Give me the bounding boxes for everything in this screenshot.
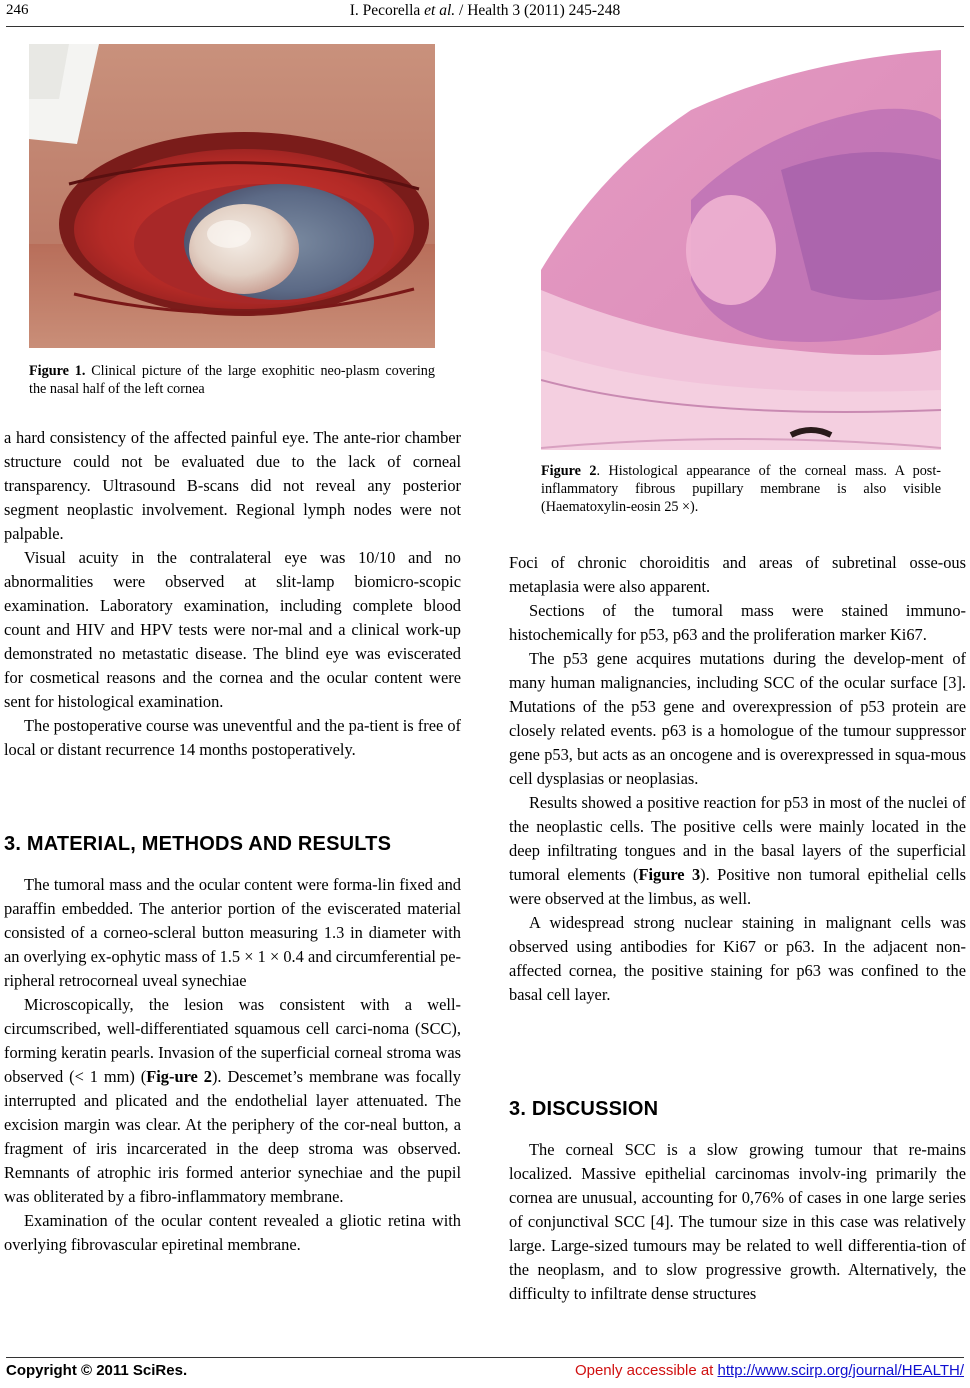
histology-illustration <box>541 50 941 450</box>
figure-1-photo <box>29 44 435 348</box>
body-paragraph <box>4 993 461 1209</box>
figure-2-caption-text: . Histological appearance of the corneal mass. A post-inflammatory fibrous pupillary membrane is also visible (Haematoxylin-eosin 25 ×). <box>541 463 941 515</box>
section-heading: 3. DISCUSSION <box>509 1098 659 1120</box>
body-paragraph: The corneal SCC is a slow growing tumour that re-mains localized. Massive epithelial carcinomas involv-ing primarily the cornea are unusual, accounting for 0,76% of cases in one large series of conjunctival SCC [4]. The tumour size in this case was relatively large. Large-sized tumours may be related to well differentia-tion of the neoplasm, and to slow progressive growth. Alternatively, the difficulty to infiltrate dense structures <box>509 1140 966 1303</box>
body-paragraph: The p53 gene acquires mutations during the develop-ment of many human malignancies, including SCC of the ocular surface [3]. Mutations of the p53 gene and overexpression of p53 protein are closely related events. p63 is a homologue of the tumour suppressor gene p53, but acts as an oncogene and is overexpressed in squa-mous cell dysplasias or neoplasias. <box>509 649 966 788</box>
access-prefix: Openly accessible at <box>574 1362 718 1379</box>
figure-1-caption-text: Clinical picture of the large exophitic neo-plasm covering the nasal half of the left cornea <box>29 363 435 397</box>
body-paragraph <box>509 791 966 911</box>
body-text: Results showed a positive reaction for p53 in most of the nuclei of the neoplastic cells. The positive cells were mainly located in the deep infiltrating tongues and in the basal layers of the superficial tumoral elements ( <box>509 793 966 884</box>
running-head-etal: et al. <box>424 2 456 19</box>
figure-reference: Fig-ure 2 <box>146 1067 212 1086</box>
eye-photo-illustration <box>29 44 435 348</box>
body-text: Microscopically, the lesion was consistent with a well-circumscribed, well-differentiated squamous cell carci-noma (SCC), forming keratin pearls. Invasion of the superficial corneal stroma was observed (< 1 mm) ( <box>4 995 461 1086</box>
body-paragraph: A widespread strong nuclear staining in malignant cells was observed using antibodies for Ki67 or p63. In the adjacent non-affected cornea, the positive staining for p63 was confined to the basal cell layer. <box>509 913 966 1004</box>
journal-link[interactable]: http://www.scirp.org/journal/HEALTH/ <box>717 1362 964 1379</box>
figure-1-label: Figure 1. <box>29 363 86 379</box>
figure-2-caption <box>541 462 941 516</box>
right-column-bottom <box>509 1138 966 1306</box>
copyright-text: Copyright © 2011 SciRes. <box>6 1362 188 1379</box>
running-head-authors: I. Pecorella <box>349 2 425 19</box>
right-column-top <box>509 551 966 1007</box>
page-footer <box>0 1362 970 1386</box>
section-heading: 3. MATERIAL, METHODS AND RESULTS <box>4 833 392 855</box>
body-paragraph: a hard consistency of the affected painful eye. The ante-rior chamber structure could not be evaluated due to the lack of corneal transparency. Ultrasound B-scans did not reveal any posterior segment neoplastic involvement. Regional lymph nodes were not palpable. <box>4 428 461 543</box>
access-statement <box>575 1362 964 1379</box>
figure-1-caption <box>29 362 435 398</box>
left-column-bottom <box>4 873 461 1257</box>
body-paragraph: Foci of chronic choroiditis and areas of subretinal osse-ous metaplasia were also apparent. <box>509 553 966 596</box>
figure-2-label: Figure 2 <box>541 463 597 479</box>
page-number: 246 <box>6 2 29 18</box>
footer-rule <box>6 1357 964 1358</box>
running-head-journal: / Health 3 (2011) 245-248 <box>455 2 621 19</box>
left-column-top <box>4 426 461 762</box>
body-paragraph: The postoperative course was uneventful and the pa-tient is free of local or distant recurrence 14 months postoperatively. <box>4 716 461 759</box>
body-text: ). Descemet’s membrane was focally interrupted and plicated and the endothelial layer attenuated. The excision margin was clear. At the periphery of the cor-neal button, a fragment of iris incarcerated in the deep stroma was observed. Remnants of atrophic iris formed anterior synechiae and the pupil was obliterated by a fibro-inflammatory membrane. <box>4 1067 461 1206</box>
running-head <box>0 2 970 20</box>
body-paragraph: Sections of the tumoral mass were stained immuno-histochemically for p53, p63 and the proliferation marker Ki67. <box>509 601 966 644</box>
figure-reference: Figure 3 <box>638 865 701 884</box>
body-paragraph: The tumoral mass and the ocular content were forma-lin fixed and paraffin embedded. The anterior portion of the eviscerated material consisted of a corneo-scleral button measuring 1.3 in diameter with an overlying ex-ophytic mass of 1.5 × 1 × 0.4 and circumferential pe-ripheral retrocorneal uveal synechiae <box>4 875 461 990</box>
header-rule <box>6 26 964 27</box>
figure-2-histology <box>541 50 941 450</box>
body-text: ). Positive non tumoral epithelial cells were observed at the limbus, as well. <box>509 865 966 908</box>
page-header <box>0 2 970 26</box>
body-paragraph: Examination of the ocular content revealed a gliotic retina with overlying fibrovascular epiretinal membrane. <box>4 1211 461 1254</box>
body-paragraph: Visual acuity in the contralateral eye was 10/10 and no abnormalities were observed at slit-lamp biomicro-scopic examination. Laboratory examination, including complete blood count and HIV and HPV tests were nor-mal and a clinical work-up demonstrated no metastatic disease. The blind eye was eviscerated for cosmetical reasons and the cornea and the ocular content were sent for histological examination. <box>4 548 461 711</box>
